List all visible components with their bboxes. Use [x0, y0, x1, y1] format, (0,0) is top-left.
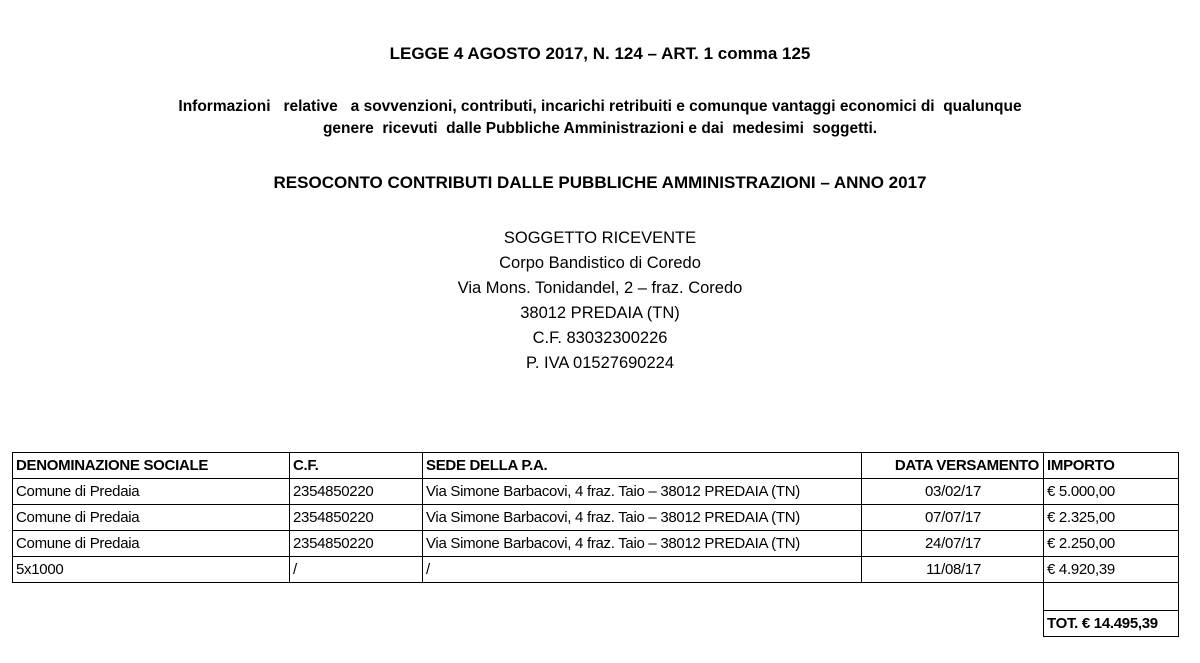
- contributions-table: [12, 452, 1179, 637]
- table-spacer-row: [13, 583, 1179, 611]
- header-sede: SEDE DELLA P.A.: [423, 453, 862, 479]
- recipient-piva: P. IVA 01527690224: [525, 354, 675, 372]
- table-row: [13, 557, 1179, 583]
- cell-sede: /: [423, 557, 862, 583]
- document-subtitle: RESOCONTO CONTRIBUTI DALLE PUBBLICHE AMMINISTRAZIONI – ANNO 2017: [273, 173, 927, 192]
- recipient-heading: SOGGETTO RICEVENTE: [503, 229, 697, 247]
- cell-denominazione: Comune di Predaia: [13, 505, 290, 531]
- document-title: LEGGE 4 AGOSTO 2017, N. 124 – ART. 1 comma 125: [389, 44, 811, 63]
- intro-line-2: genere ricevuti dalle Pubbliche Amministrazioni e dai medesimi soggetti.: [322, 120, 878, 137]
- cell-sede: Via Simone Barbacovi, 4 fraz. Taio – 38012 PREDAIA (TN): [423, 505, 862, 531]
- cell-denominazione: Comune di Predaia: [13, 479, 290, 505]
- recipient-city: 38012 PREDAIA (TN): [520, 304, 680, 322]
- total-blank: [13, 611, 1044, 637]
- cell-importo: € 2.250,00: [1044, 531, 1179, 557]
- spacer-blank: [13, 583, 1044, 611]
- cell-data: 03/02/17: [862, 479, 1044, 505]
- table-row: [13, 531, 1179, 557]
- recipient-block: [0, 226, 1200, 376]
- recipient-name: Corpo Bandistico di Coredo: [499, 254, 701, 272]
- cell-importo: € 5.000,00: [1044, 479, 1179, 505]
- cell-cf: /: [290, 557, 423, 583]
- cell-importo: € 4.920,39: [1044, 557, 1179, 583]
- table-row: [13, 505, 1179, 531]
- table-header-row: [13, 453, 1179, 479]
- cell-cf: 2354850220: [290, 479, 423, 505]
- intro-text: [0, 96, 1200, 140]
- header-cf: C.F.: [290, 453, 423, 479]
- cell-cf: 2354850220: [290, 505, 423, 531]
- recipient-address: Via Mons. Tonidandel, 2 – fraz. Coredo: [457, 279, 743, 297]
- cell-data: 07/07/17: [862, 505, 1044, 531]
- spacer-importo: [1044, 583, 1179, 611]
- header-data-versamento: DATA VERSAMENTO: [862, 453, 1044, 479]
- cell-cf: 2354850220: [290, 531, 423, 557]
- table-total-row: [13, 611, 1179, 637]
- cell-importo: € 2.325,00: [1044, 505, 1179, 531]
- cell-sede: Via Simone Barbacovi, 4 fraz. Taio – 38012 PREDAIA (TN): [423, 479, 862, 505]
- header-importo: IMPORTO: [1044, 453, 1179, 479]
- cell-sede: Via Simone Barbacovi, 4 fraz. Taio – 38012 PREDAIA (TN): [423, 531, 862, 557]
- cell-denominazione: 5x1000: [13, 557, 290, 583]
- intro-line-1: Informazioni relative a sovvenzioni, contributi, incarichi retribuiti e comunque vantaggi economici di qualunque: [178, 98, 1022, 115]
- cell-data: 24/07/17: [862, 531, 1044, 557]
- recipient-cf: C.F. 83032300226: [532, 329, 668, 347]
- table-row: [13, 479, 1179, 505]
- header-denominazione: DENOMINAZIONE SOCIALE: [13, 453, 290, 479]
- total-value: TOT. € 14.495,39: [1044, 611, 1179, 637]
- cell-data: 11/08/17: [862, 557, 1044, 583]
- cell-denominazione: Comune di Predaia: [13, 531, 290, 557]
